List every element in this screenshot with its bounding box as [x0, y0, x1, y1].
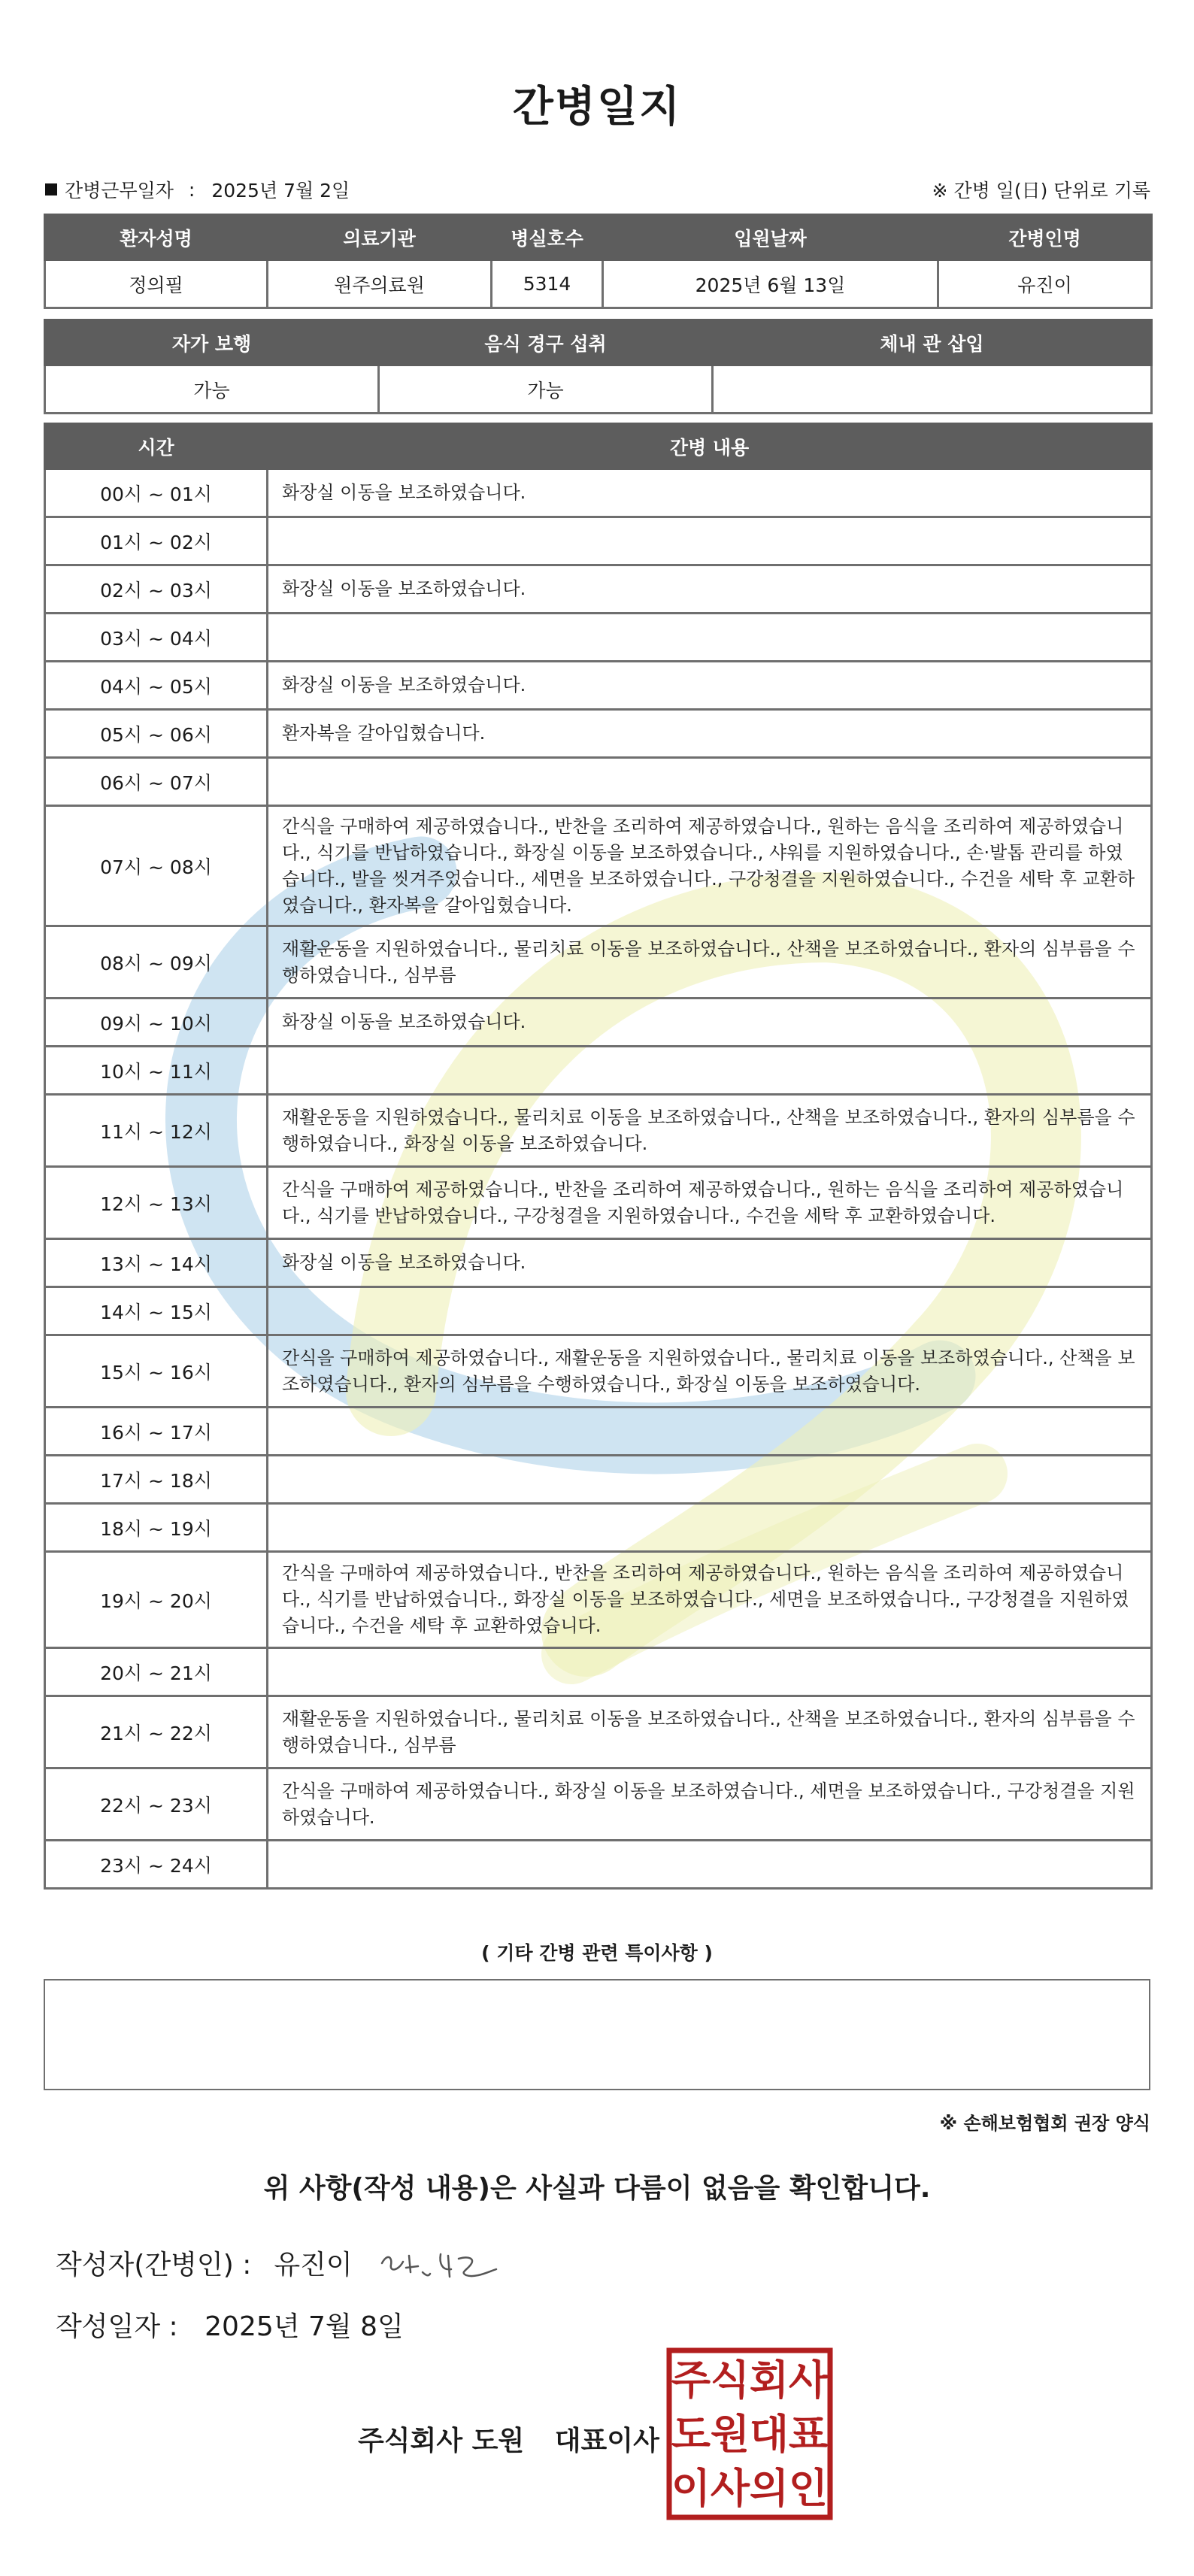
ceo-title: 대표이사 — [554, 2426, 659, 2456]
log-row — [45, 806, 1152, 926]
care-log-table — [44, 423, 1153, 1890]
company-name: 주식회사 도원 — [358, 2426, 525, 2456]
log-row — [45, 1504, 1152, 1552]
log-row — [45, 469, 1152, 517]
log-row — [45, 517, 1152, 565]
log-content-cell: 화장실 이동을 보조하였습니다. — [268, 662, 1152, 710]
seal-glyph: 사 — [788, 2356, 829, 2404]
log-row — [45, 1047, 1152, 1095]
log-content-cell — [268, 758, 1152, 806]
handwritten-signature — [376, 2233, 511, 2293]
log-content-cell: 간식을 구매하여 제공하였습니다., 화장실 이동을 보조하였습니다., 세면을 보조하였습니다., 구강청결을 지원하였습니다. — [268, 1768, 1152, 1841]
header-hospital: 의료기관 — [268, 215, 492, 260]
confirmation-statement: 위 사항(작성 내용)은 사실과 다름이 없음을 확인합니다. — [263, 2173, 931, 2204]
log-content-cell: 환자복을 갈아입혔습니다. — [268, 710, 1152, 758]
log-time-cell: 12시 ~ 13시 — [45, 1167, 268, 1239]
log-row — [45, 1408, 1152, 1456]
log-time-cell: 00시 ~ 01시 — [45, 469, 268, 517]
log-content-cell — [268, 1841, 1152, 1889]
patient-status-table — [44, 319, 1153, 414]
log-time-cell: 04시 ~ 05시 — [45, 662, 268, 710]
log-time-cell: 13시 ~ 14시 — [45, 1239, 268, 1287]
log-row — [45, 1456, 1152, 1504]
log-row — [45, 1095, 1152, 1167]
log-content-cell — [268, 1456, 1152, 1504]
log-time-cell: 18시 ~ 19시 — [45, 1504, 268, 1552]
seal-glyph: 사 — [710, 2464, 750, 2512]
remarks-title: ( 기타 간병 관련 특이사항 ) — [481, 1942, 713, 1964]
patient-header-row — [45, 215, 1152, 260]
oral-intake-value: 가능 — [379, 365, 713, 414]
log-row — [45, 614, 1152, 662]
log-time-cell: 16시 ~ 17시 — [45, 1408, 268, 1456]
log-content-cell — [268, 1047, 1152, 1095]
log-row — [45, 1552, 1152, 1648]
seal-glyph: 인 — [788, 2464, 829, 2512]
header-self-walking: 자가 보행 — [45, 320, 379, 365]
patient-value-row — [45, 260, 1152, 308]
seal-glyph: 대 — [749, 2410, 789, 2458]
log-header-row — [45, 424, 1152, 469]
log-time-cell: 11시 ~ 12시 — [45, 1095, 268, 1167]
company-signature-line — [358, 2420, 659, 2458]
seal-glyph: 식 — [710, 2356, 750, 2404]
log-time-cell: 21시 ~ 22시 — [45, 1696, 268, 1768]
written-date-value: 2025년 7월 8일 — [205, 2311, 404, 2342]
seal-glyph: 원 — [710, 2410, 750, 2458]
status-header-row — [45, 320, 1152, 365]
header-oral-intake: 음식 경구 섭취 — [379, 320, 713, 365]
log-row — [45, 1287, 1152, 1335]
log-row — [45, 999, 1152, 1047]
log-time-cell: 14시 ~ 15시 — [45, 1287, 268, 1335]
log-row — [45, 1167, 1152, 1239]
log-row — [45, 710, 1152, 758]
self-walking-value: 가능 — [45, 365, 379, 414]
log-row — [45, 1696, 1152, 1768]
record-note: ※ 간병 일(日) 단위로 기록 — [932, 180, 1150, 202]
log-row — [45, 1239, 1152, 1287]
log-content-cell: 화장실 이동을 보조하였습니다. — [268, 999, 1152, 1047]
page-title: 간병일지 — [512, 83, 682, 132]
header-patient-name: 환자성명 — [45, 215, 268, 260]
meta-row — [45, 176, 1150, 203]
header-tube-insertion: 체내 관 삽입 — [713, 320, 1152, 365]
writer-line — [56, 2244, 353, 2282]
log-content-cell — [268, 1504, 1152, 1552]
log-row — [45, 1648, 1152, 1696]
care-date-value: 2025년 7월 2일 — [211, 180, 350, 202]
company-seal-stamp — [666, 2347, 833, 2520]
log-time-cell: 07시 ~ 08시 — [45, 806, 268, 926]
log-row — [45, 662, 1152, 710]
log-row — [45, 758, 1152, 806]
seal-glyph: 주 — [671, 2356, 711, 2404]
header-time: 시간 — [45, 424, 268, 469]
remarks-box — [44, 1979, 1150, 2090]
log-time-cell: 22시 ~ 23시 — [45, 1768, 268, 1841]
header-caregiver-name: 간병인명 — [938, 215, 1152, 260]
log-content-cell — [268, 1287, 1152, 1335]
log-content-cell — [268, 614, 1152, 662]
log-time-cell: 17시 ~ 18시 — [45, 1456, 268, 1504]
admission-date: 2025년 6월 13일 — [603, 260, 938, 308]
log-row — [45, 1768, 1152, 1841]
room-number: 5314 — [492, 260, 603, 308]
tube-insertion-value — [713, 365, 1152, 414]
log-content-cell — [268, 517, 1152, 565]
log-row — [45, 1335, 1152, 1408]
form-note: ※ 손해보험협회 권장 양식 — [939, 2113, 1150, 2134]
log-table-body — [45, 469, 1152, 1889]
log-time-cell: 02시 ~ 03시 — [45, 565, 268, 614]
log-time-cell: 09시 ~ 10시 — [45, 999, 268, 1047]
log-time-cell: 08시 ~ 09시 — [45, 926, 268, 999]
writer-label: 작성자(간병인) : — [56, 2250, 252, 2281]
patient-info-table — [44, 214, 1153, 309]
seal-glyph: 이 — [671, 2464, 711, 2512]
log-content-cell: 화장실 이동을 보조하였습니다. — [268, 469, 1152, 517]
log-time-cell: 05시 ~ 06시 — [45, 710, 268, 758]
header-room-number: 병실호수 — [492, 215, 603, 260]
patient-name: 정의필 — [45, 260, 268, 308]
care-date-label: 간병근무일자 — [65, 180, 174, 202]
writer-name: 유진이 — [274, 2250, 353, 2281]
log-content-cell — [268, 1408, 1152, 1456]
log-content-cell: 화장실 이동을 보조하였습니다. — [268, 1239, 1152, 1287]
seal-glyph: 의 — [749, 2464, 789, 2512]
log-content-cell: 간식을 구매하여 제공하였습니다., 반찬을 조리하여 제공하였습니다., 원하는 음식을 조리하여 제공하였습니다., 식기를 반납하였습니다., 화장실 이동을 보조하였습니다., 세면을 보조하였습니다., 구강청결을 지원하였습니다., 수건을 세탁 후 교환하였습니다. — [268, 1552, 1152, 1648]
written-date-line — [56, 2305, 404, 2344]
log-content-cell: 재활운동을 지원하였습니다., 물리치료 이동을 보조하였습니다., 산책을 보조하였습니다., 환자의 심부름을 수행하였습니다., 화장실 이동을 보조하였습니다. — [268, 1095, 1152, 1167]
care-date — [45, 176, 350, 203]
log-time-cell: 15시 ~ 16시 — [45, 1335, 268, 1408]
square-bullet-icon — [45, 183, 57, 195]
written-date-label: 작성일자 : — [56, 2311, 178, 2342]
header-admission-date: 입원날짜 — [603, 215, 938, 260]
log-content-cell — [268, 1648, 1152, 1696]
seal-glyph: 표 — [788, 2410, 829, 2458]
caregiver-name: 유진이 — [938, 260, 1152, 308]
status-value-row — [45, 365, 1152, 414]
hospital-name: 원주의료원 — [268, 260, 492, 308]
log-content-cell: 간식을 구매하여 제공하였습니다., 반찬을 조리하여 제공하였습니다., 원하는 음식을 조리하여 제공하였습니다., 식기를 반납하였습니다., 구강청결을 지원하였습니다., 수건을 세탁 후 교환하였습니다. — [268, 1167, 1152, 1239]
log-content-cell: 재활운동을 지원하였습니다., 물리치료 이동을 보조하였습니다., 산책을 보조하였습니다., 환자의 심부름을 수행하였습니다., 심부름 — [268, 926, 1152, 999]
log-time-cell: 01시 ~ 02시 — [45, 517, 268, 565]
log-content-cell: 화장실 이동을 보조하였습니다. — [268, 565, 1152, 614]
log-time-cell: 23시 ~ 24시 — [45, 1841, 268, 1889]
log-time-cell: 03시 ~ 04시 — [45, 614, 268, 662]
seal-glyph: 회 — [749, 2356, 789, 2404]
seal-glyph: 도 — [671, 2410, 711, 2458]
log-time-cell: 19시 ~ 20시 — [45, 1552, 268, 1648]
log-row — [45, 565, 1152, 614]
log-content-cell: 간식을 구매하여 제공하였습니다., 재활운동을 지원하였습니다., 물리치료 이동을 보조하였습니다., 산책을 보조하였습니다., 환자의 심부름을 수행하였습니다., 화장실 이동을 보조하였습니다. — [268, 1335, 1152, 1408]
header-care-content: 간병 내용 — [268, 424, 1152, 469]
log-row — [45, 1841, 1152, 1889]
log-content-cell: 간식을 구매하여 제공하였습니다., 반찬을 조리하여 제공하였습니다., 원하는 음식을 조리하여 제공하였습니다., 식기를 반납하였습니다., 화장실 이동을 보조하였습니다., 샤워를 지원하였습니다., 손·발톱 관리를 하였습니다., 발을 씻겨주었습니다., 세면을 보조하였습니다., 구강청결을 지원하였습니다., 수건을 세탁 후 교환하였습니다., 환자복을 갈아입혔습니다. — [268, 806, 1152, 926]
care-date-colon: : — [188, 178, 195, 201]
log-content-cell: 재활운동을 지원하였습니다., 물리치료 이동을 보조하였습니다., 산책을 보조하였습니다., 환자의 심부름을 수행하였습니다., 심부름 — [268, 1696, 1152, 1768]
log-row — [45, 926, 1152, 999]
log-time-cell: 06시 ~ 07시 — [45, 758, 268, 806]
log-time-cell: 10시 ~ 11시 — [45, 1047, 268, 1095]
log-time-cell: 20시 ~ 21시 — [45, 1648, 268, 1696]
